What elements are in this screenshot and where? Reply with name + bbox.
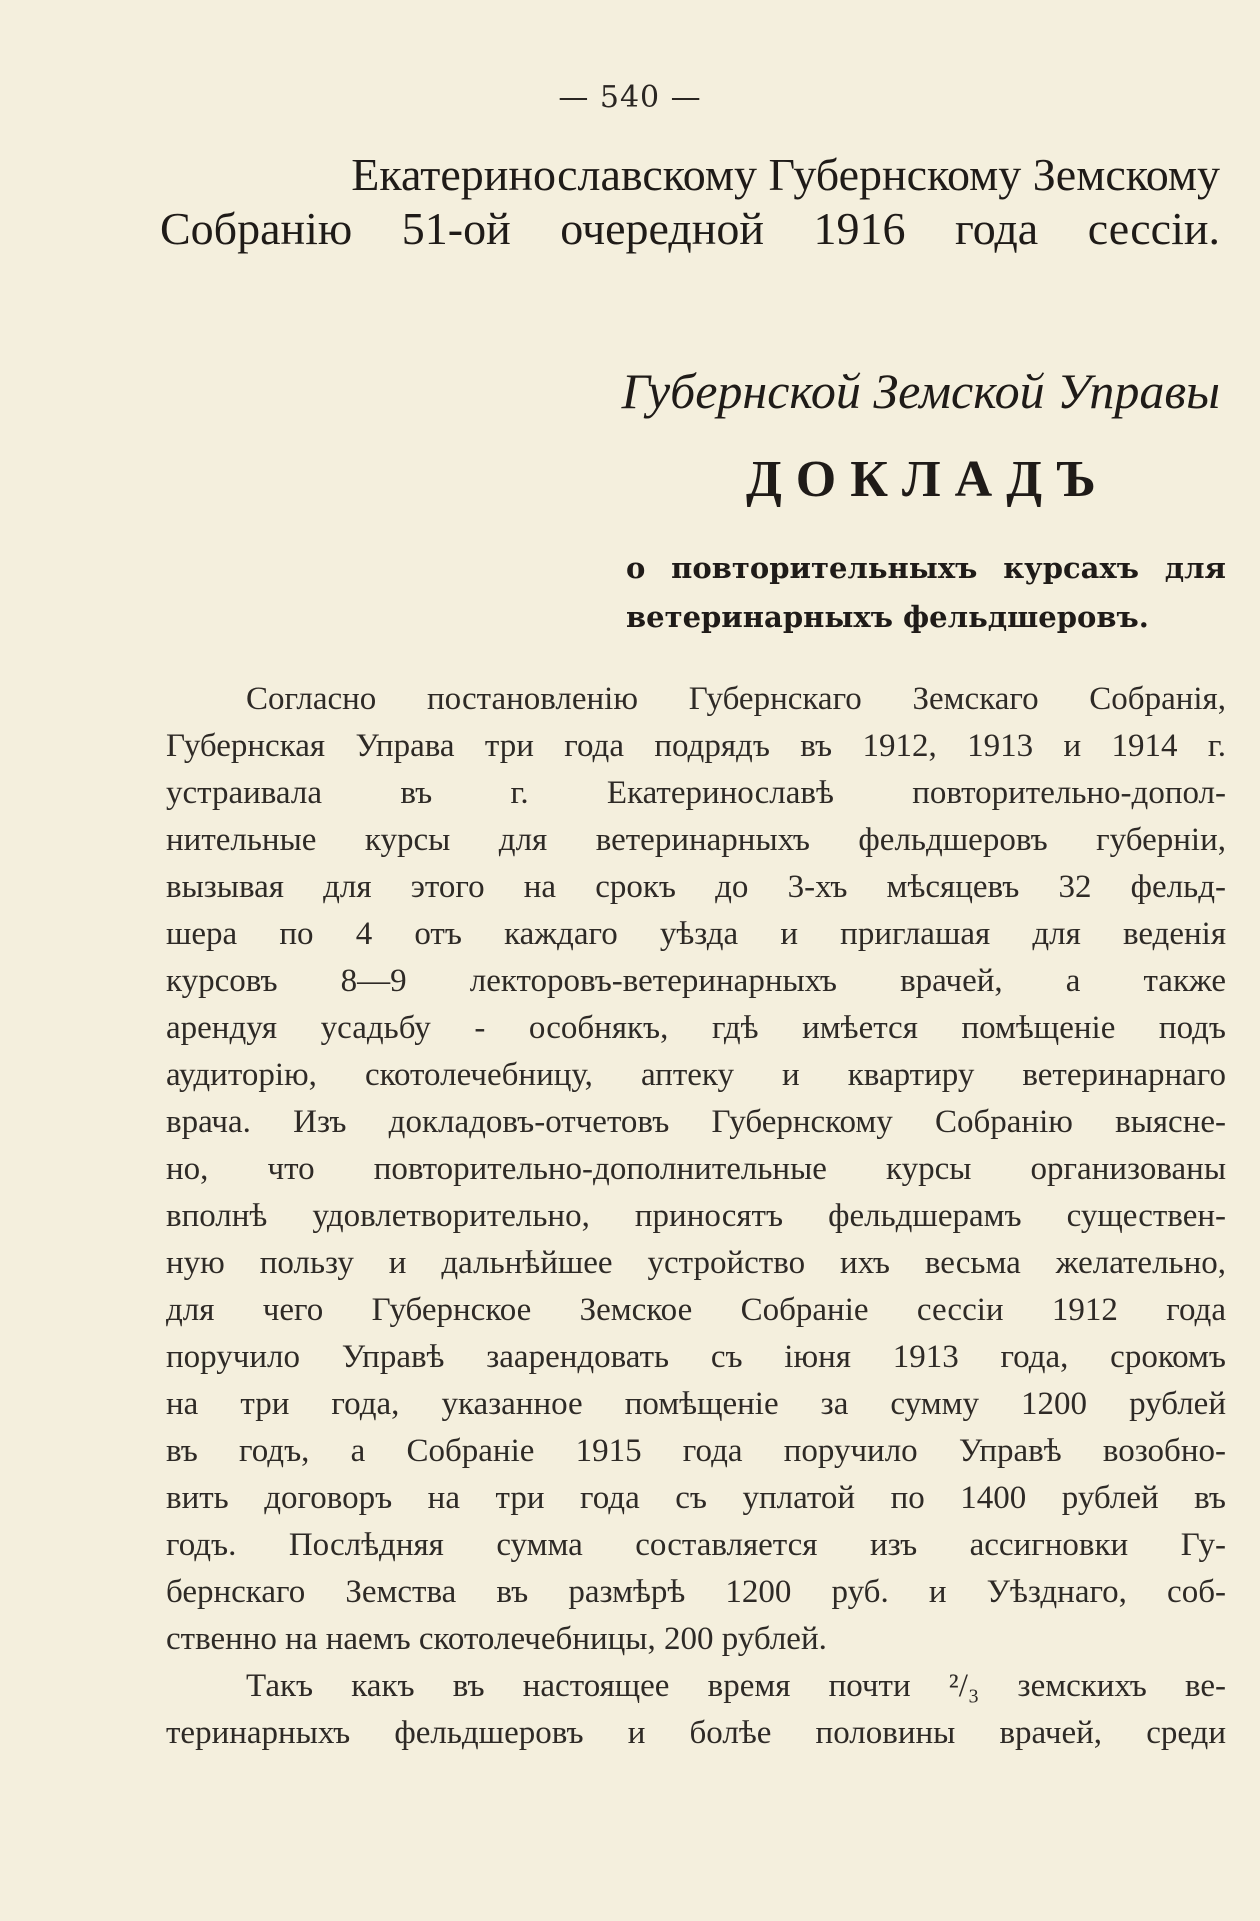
address-line-1: Екатеринославскому Губернскому Земскому <box>351 149 1220 200</box>
body-line: годъ. Послѣдняя сумма составляется изъ ассигновки Гу- <box>166 1527 1226 1563</box>
body-line: вполнѣ удовлетворительно, приносятъ фельдшерамъ существен- <box>166 1198 1226 1234</box>
subject-line-2: ветеринарныхъ фельдшеровъ. <box>626 600 1149 634</box>
body-line: Согласно постановленію Губернскаго Земскаго Собранія, <box>246 681 1226 717</box>
body-line: устраивала въ г. Екатеринославѣ повторительно-допол- <box>166 775 1226 811</box>
body-line: Губернская Управа три года подрядъ въ 1912, 1913 и 1914 г. <box>166 728 1226 764</box>
body-line: поручило Управѣ заарендовать съ іюня 1913 года, срокомъ <box>166 1339 1226 1375</box>
body-line: въ годъ, а Собраніе 1915 года поручило Управѣ возобно- <box>166 1433 1226 1469</box>
body-line: нительные курсы для ветеринарныхъ фельдшеровъ губерніи, <box>166 822 1226 858</box>
body-line: на три года, указанное помѣщеніе за сумму 1200 рублей <box>166 1386 1226 1422</box>
body-line: курсовъ 8—9 лекторовъ-ветеринарныхъ врачей, а также <box>166 963 1226 999</box>
body-line: врача. Изъ докладовъ-отчетовъ Губернскому Собранію выясне- <box>166 1104 1226 1140</box>
body-line: аудиторію, скотолечебницу, аптеку и квартиру ветеринарнаго <box>166 1057 1226 1093</box>
body-line: бернскаго Земства въ размѣрѣ 1200 руб. и Уѣзднаго, соб- <box>166 1574 1226 1610</box>
body-line: вызывая для этого на срокъ до 3-хъ мѣсяцевъ 32 фельд- <box>166 869 1226 905</box>
body-line: но, что повторительно-дополнительные курсы организованы <box>166 1151 1226 1187</box>
body-line: ную пользу и дальнѣйшее устройство ихъ весьма желательно, <box>166 1245 1226 1281</box>
body-line: вить договоръ на три года съ уплатой по 1400 рублей въ <box>166 1480 1226 1516</box>
document-heading: ДОКЛАДЪ <box>746 451 1110 508</box>
body-line: Такъ какъ въ настоящее время почти ²/₃ земскихъ ве- <box>246 1668 1226 1704</box>
subject-line-1: о повторительныхъ курсахъ для <box>626 551 1226 585</box>
body-line: для чего Губернское Земское Собраніе сессіи 1912 года <box>166 1292 1226 1328</box>
body-line: арендуя усадьбу - особнякъ, гдѣ имѣется помѣщеніе подъ <box>166 1010 1226 1046</box>
address-line-2: Собранію 51-ой очередной 1916 года сессіи. <box>160 203 1220 254</box>
body-line: ственно на наемъ скотолечебницы, 200 рублей. <box>166 1621 827 1657</box>
body-line: шера по 4 отъ каждаго уѣзда и приглашая для веденія <box>166 916 1226 952</box>
page-number: — 540 — <box>558 80 702 115</box>
issuer-line: Губернской Земской Управы <box>621 363 1220 419</box>
body-line: теринарныхъ фельдшеровъ и болѣе половины врачей, среди <box>166 1715 1226 1751</box>
